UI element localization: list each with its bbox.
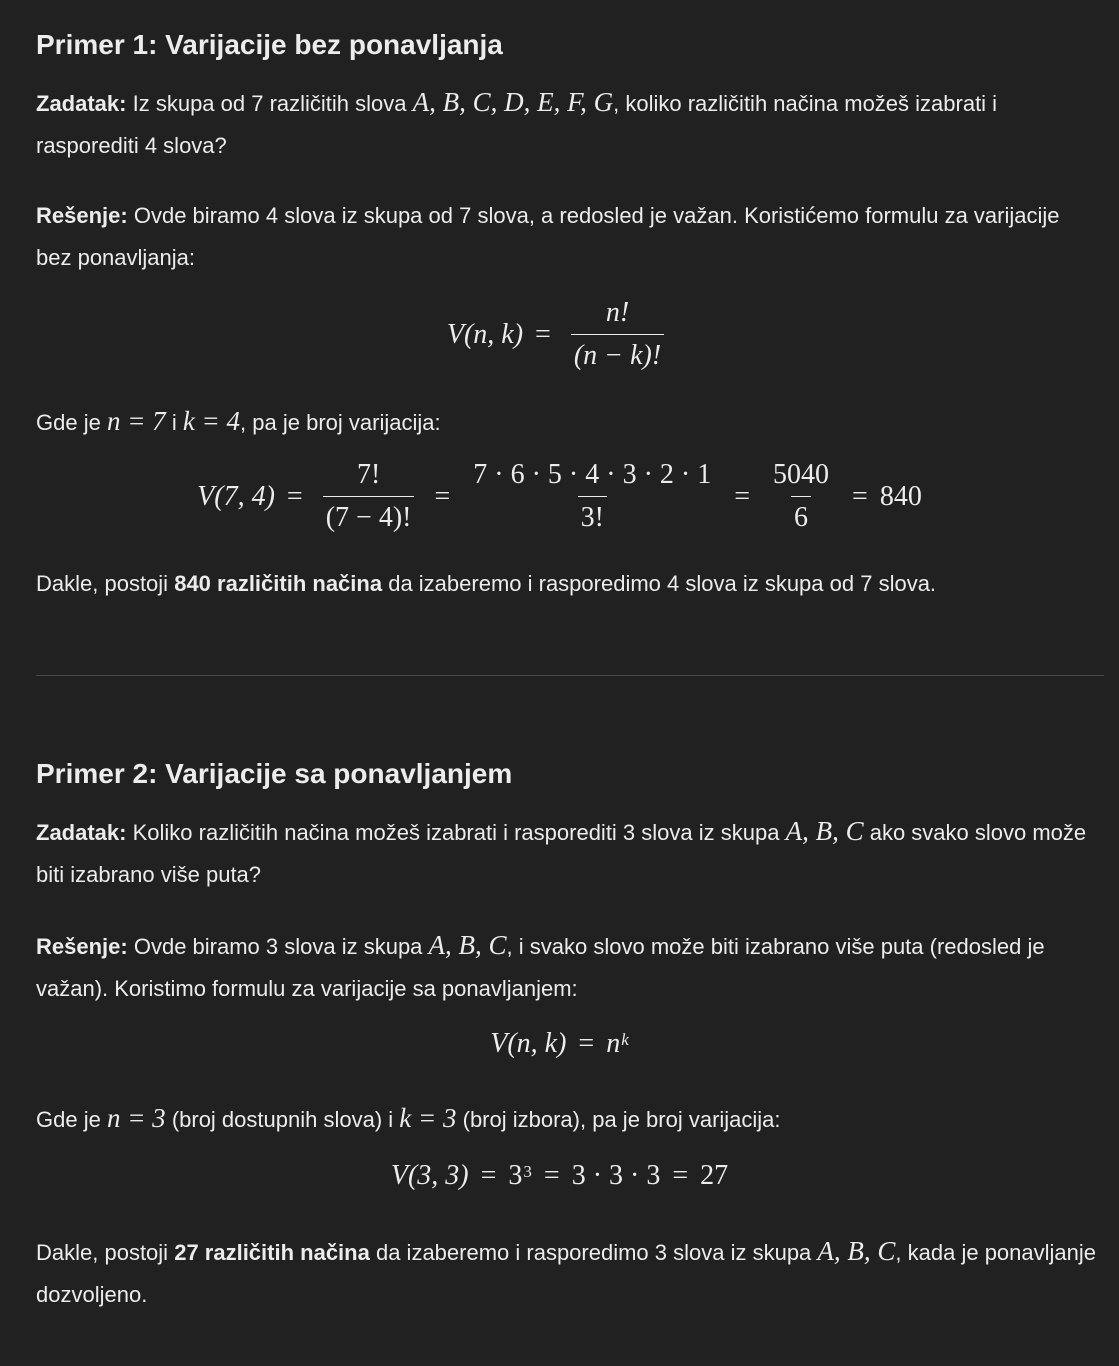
- fraction-denominator: (n − k)!: [571, 334, 664, 373]
- formula-variations-with-repetition: [0, 1028, 1119, 1060]
- example-1-task: [36, 81, 1101, 167]
- letter-set: A, B, C, D, E, F, G: [412, 87, 614, 117]
- fraction-numerator: 7 · 6 · 5 · 4 · 3 · 2 · 1: [473, 459, 712, 490]
- conclusion-highlight: 840 različitih načina: [174, 571, 383, 596]
- letter-set: A, B, C: [785, 816, 864, 846]
- equals-sign: =: [734, 480, 751, 512]
- power-base: 3: [508, 1160, 523, 1191]
- calculation-1: [0, 458, 1119, 535]
- formula-variations-without-repetition: [0, 296, 1119, 373]
- conclusion-text-end: , kada je ponavljanje dozvoljeno.: [36, 1240, 1097, 1307]
- power-base: n: [606, 1028, 621, 1059]
- solution-text: Ovde biramo 4 slova iz skupa od 7 slova, a redosled je važan. Koristićemo formulu za varijacije bez ponavljanja:: [36, 203, 1060, 270]
- example-1-conclusion: [36, 563, 1101, 605]
- letter-set: A, B, C: [428, 930, 507, 960]
- equals-sign: =: [286, 480, 303, 512]
- k-value: k = 3: [399, 1103, 457, 1133]
- calc-lhs: V(3, 3): [390, 1160, 469, 1191]
- equals-sign: =: [543, 1160, 560, 1191]
- section-divider: [36, 675, 1104, 676]
- example-2-given: [36, 1097, 1101, 1141]
- solution-text: Ovde biramo 3 slova iz skupa: [133, 934, 423, 959]
- solution-label: Rešenje:: [36, 203, 128, 228]
- n-value: n = 7: [106, 406, 166, 436]
- equals-sign: =: [434, 480, 451, 512]
- conclusion-text-end: da izaberemo i rasporedimo 4 slova iz skupa od 7 slova.: [388, 571, 937, 596]
- task-text-end: ako svako slovo može biti izabrano više puta?: [36, 820, 1087, 887]
- example-2-task: [36, 810, 1101, 896]
- calc-result: 27: [700, 1160, 729, 1191]
- calc-fraction-1: [323, 458, 415, 535]
- formula-fraction: [571, 296, 664, 373]
- calc-fraction-3: [770, 458, 832, 535]
- and-text: i: [171, 410, 177, 435]
- task-label: Zadatak:: [36, 820, 127, 845]
- calculation-2: [0, 1160, 1119, 1192]
- fraction-numerator: 5040: [773, 459, 830, 490]
- given-note: (broj dostupnih slova) i: [171, 1107, 394, 1132]
- example-2-conclusion: [36, 1230, 1101, 1316]
- task-text: Iz skupa od 7 različitih slova: [132, 91, 407, 116]
- given-text: Gde je: [36, 410, 101, 435]
- example-1-given: [36, 400, 1101, 444]
- solution-label: Rešenje:: [36, 934, 128, 959]
- conclusion-text-mid: da izaberemo i rasporedimo 3 slova iz skupa: [375, 1240, 812, 1265]
- task-text-end: , koliko različitih načina možeš izabrati i rasporediti 4 slova?: [36, 91, 998, 158]
- formula-lhs: V(n, k): [446, 318, 524, 350]
- fraction-numerator: 7!: [356, 459, 381, 490]
- power-exponent: k: [621, 1030, 629, 1049]
- fraction-denominator: 6: [791, 496, 811, 535]
- k-value: k = 4: [182, 406, 241, 436]
- calc-lhs: V(7, 4): [197, 480, 275, 512]
- conclusion-text: Dakle, postoji: [36, 571, 169, 596]
- calc-product: 3 · 3 · 3: [571, 1160, 661, 1191]
- equals-sign: =: [578, 1028, 595, 1059]
- given-text-end: , pa je broj varijacija:: [240, 410, 441, 435]
- task-text: Koliko različitih načina možeš izabrati i rasporediti 3 slova iz skupa: [132, 820, 780, 845]
- fraction-denominator: 3!: [578, 496, 607, 535]
- calc-result: 840: [879, 480, 922, 512]
- equals-sign: =: [535, 318, 551, 350]
- formula-lhs: V(n, k): [490, 1028, 567, 1059]
- given-text-end: (broj izbora), pa je broj varijacija:: [462, 1107, 781, 1132]
- example-2-title: Primer 2: Varijacije sa ponavljanjem: [36, 758, 513, 789]
- conclusion-text: Dakle, postoji: [36, 1240, 169, 1265]
- power-exponent: 3: [523, 1162, 532, 1181]
- letter-set: A, B, C: [817, 1236, 896, 1266]
- calc-fraction-2: [470, 458, 714, 535]
- n-value: n = 3: [106, 1103, 166, 1133]
- equals-sign: =: [672, 1160, 689, 1191]
- example-1-solution: [36, 195, 1101, 279]
- solution-text-end: , i svako slovo može biti izabrano više puta (redosled je važan). Koristimo formulu za varijacije sa ponavljanjem:: [36, 934, 1045, 1001]
- equals-sign: =: [480, 1160, 497, 1191]
- equals-sign: =: [852, 480, 868, 512]
- example-1-title: Primer 1: Varijacije bez ponavljanja: [36, 29, 503, 60]
- conclusion-highlight: 27 različitih načina: [174, 1240, 370, 1265]
- task-label: Zadatak:: [36, 91, 127, 116]
- example-2-solution: [36, 924, 1101, 1010]
- fraction-denominator: (7 − 4)!: [323, 496, 415, 535]
- fraction-numerator: n!: [605, 297, 630, 328]
- given-text: Gde je: [36, 1107, 101, 1132]
